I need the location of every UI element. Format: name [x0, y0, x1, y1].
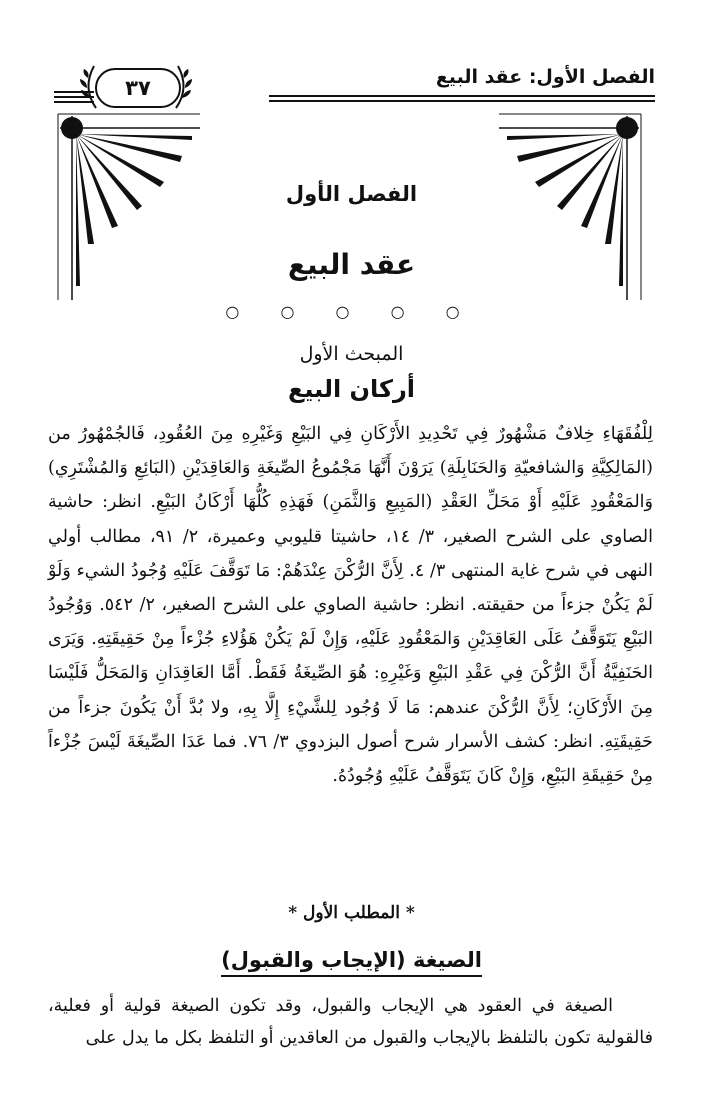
body-paragraph: لِلْفُقَهَاءِ خِلافٌ مَشْهُورٌ فِي تَحْدِيدِ الأَرْكَانِ فِي البَيْعِ وَغَيْرِهِ مِنَ العُقُودِ، فَالجُمْهُورُ من (المَالِكِيَّةِ وَالشافعيّةِ وَالحَنَابِلَةِ) يَرَوْنَ أَنَّهَا مَجْمُوعُ الصِّيغَةِ وَالعَاقِدَيْنِ (البَائِعِ وَالمُشْتَرِي) وَالمَعْقُودِ عَلَيْهِ أَوْ مَحَلِّ العَقْدِ (المَبِيعِ وَالثَّمَنِ) فَهَذِهِ كُلُّهَا أَرْكَانُ البَيْعِ. انظر: حاشية الصاوي على الشرح الصغير، ٣/ ١٤، حاشيتا قليوبي وعميرة، ٢/ ٩١، مطالب أولي النهى في شرح غاية المنتهى ٣/ ٤. لِأَنَّ الرُّكْنَ عِنْدَهُمْ: مَا تَوَقَّفَ عَلَيْهِ وُجُودُ الشيء وَلَوْ لَمْ يَكُنْ جزءاً من حقيقته. انظر: حاشية الصاوي على الشرح الصغير، ٢/ ٥٤٢. وَوُجُودُ البَيْعِ يَتَوَقَّفُ عَلَى العَاقِدَيْنِ وَالمَعْقُودِ عَلَيْهِ، وَإِنْ لَمْ يَكُنْ هَؤُلاءِ جُزْءاً مِنْ حَقِيقَتِهِ. وَيَرَى الحَنَفِيَّةُ أَنَّ الرُّكْنَ فِي عَقْدِ البَيْعِ وَغَيْرِهِ: هُوَ الصِّيغَةُ فَقَطْ. أَمَّا العَاقِدَانِ وَالمَحَلُّ فَلَيْسَا مِنَ الأَرْكَانِ؛ لِأَنَّ الرُّكْنَ عندهم: مَا لَا وُجُود لِلشَّيْءِ إِلَّا بِهِ، ولا بُدَّ أَنْ يَكُونَ جزءاً من حَقِيقَتِهِ. انظر: كشف الأسرار شرح أصول البزدوي ٣/ ٧٦. فما عَدَا الصِّيغَةَ لَيْسَ جُزْءاً مِنْ حَقِيقَةِ البَيْعِ، وَإِنْ كَانَ يَتَوَقَّفُ عَلَيْهِ وُجُودُهُ. [48, 424, 653, 787]
circle-separator: ○ ○ ○ ○ ○ [225, 302, 478, 321]
subsection-title-wrapper [0, 948, 703, 972]
section-title: أركان البيع [287, 375, 416, 403]
section-label: المبحث الأول [299, 343, 404, 365]
page-number: ٣٧ [95, 68, 181, 108]
body-paragraph-2: الصيغة في العقود هي الإيجاب والقبول، وقد تكون الصيغة قولية أو فعلية، فالقولية تكون بالتلفظ بالإيجاب والقبول من العاقدين أو التلفظ بكل ما يدل على [48, 996, 653, 1048]
subsection-label: * المطلب الأول * [288, 903, 415, 923]
chapter-title: عقد البيع [287, 248, 416, 281]
chapter-label: الفصل الأول [285, 182, 418, 206]
header-rule-bottom [269, 100, 655, 102]
body-text [48, 417, 653, 793]
header-rule-top [269, 95, 655, 97]
laurel-right-icon [170, 64, 194, 110]
body-text-2 [48, 990, 653, 1054]
subsection-title: الصيغة (الإيجاب والقبول) [221, 948, 482, 977]
running-header-title: الفصل الأول: عقد البيع [435, 66, 655, 88]
